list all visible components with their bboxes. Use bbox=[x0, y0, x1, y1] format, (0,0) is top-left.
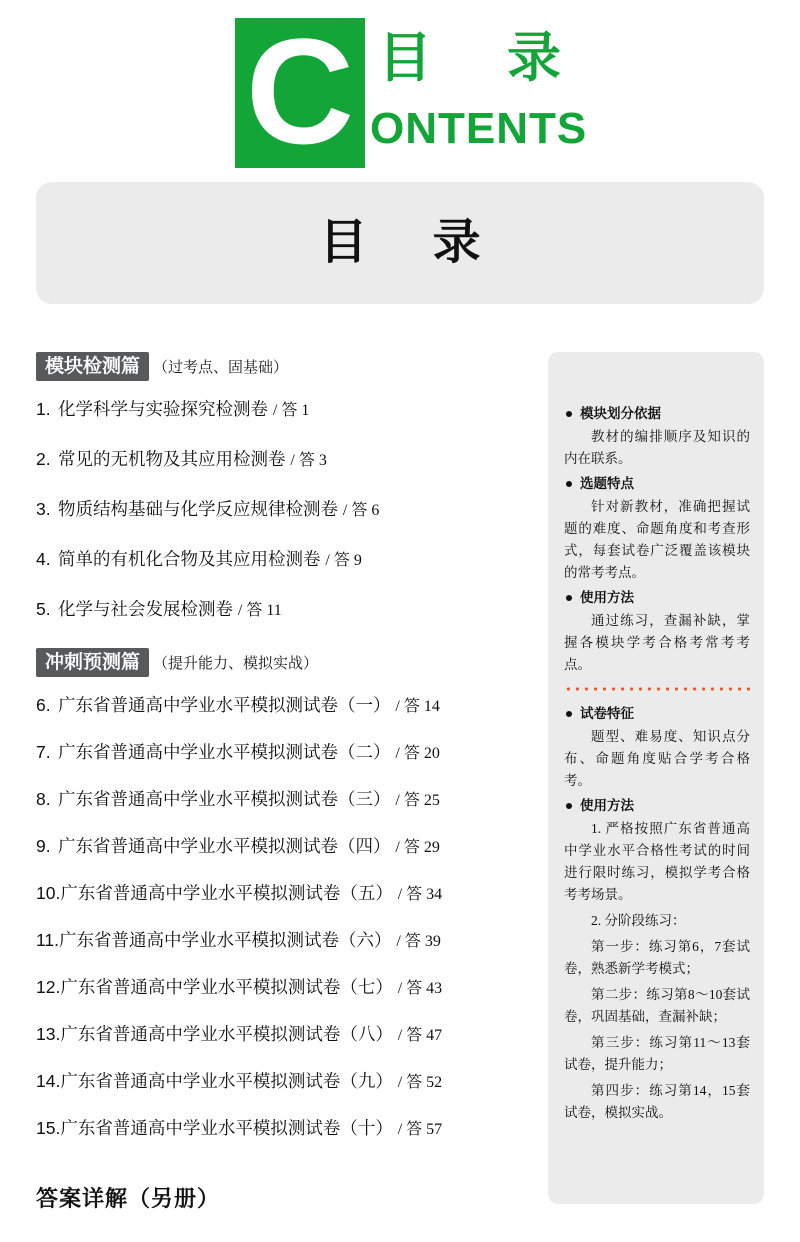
panel-heading: 选题特点 bbox=[564, 474, 750, 494]
list-item[interactable] bbox=[36, 548, 506, 572]
panel-paragraph: 第三步：练习第11～13套试卷，提升能力； bbox=[564, 1035, 750, 1072]
toc-item-answer: / 答 20 bbox=[395, 745, 440, 762]
masthead-title-cn: 目 录 bbox=[378, 28, 592, 88]
list-item[interactable] bbox=[36, 1117, 506, 1141]
list-item[interactable] bbox=[36, 741, 506, 765]
toc-item-number: 8. bbox=[36, 789, 51, 809]
list-item[interactable] bbox=[36, 788, 506, 812]
toc-item-answer: / 答 47 bbox=[397, 1027, 443, 1044]
toc-item-number: 13. bbox=[36, 1024, 61, 1044]
list-item[interactable] bbox=[36, 448, 506, 472]
dotted-divider bbox=[564, 686, 750, 692]
toc-item-title: 广东省普通高中学业水平模拟测试卷（二） bbox=[58, 742, 391, 762]
list-item[interactable] bbox=[36, 1023, 506, 1047]
section-tag: 模块检测篇 bbox=[36, 352, 149, 381]
toc-item-number: 4. bbox=[36, 549, 51, 569]
panel-paragraph: 题型、难易度、知识点分布、命题角度贴合学考合格考。 bbox=[564, 729, 750, 788]
list-item[interactable] bbox=[36, 694, 506, 718]
panel-paragraph: 2. 分阶段练习： bbox=[591, 913, 686, 928]
panel-paragraph: 1. 严格按照广东省普通高中学业水平合格性考试的时间进行限时练习，模拟学考合格考考场景。 bbox=[564, 821, 750, 902]
list-item[interactable] bbox=[36, 498, 506, 522]
toc-item-answer: / 答 25 bbox=[395, 792, 440, 809]
panel-paragraph: 教材的编排顺序及知识的内在联系。 bbox=[564, 429, 750, 466]
toc-item-number: 6. bbox=[36, 695, 51, 715]
toc-item-answer: / 答 29 bbox=[395, 839, 440, 856]
panel-paragraph: 通过练习，查漏补缺，掌握各模块学考合格考常考考点。 bbox=[564, 613, 750, 672]
toc-section-header bbox=[36, 352, 506, 384]
list-item[interactable] bbox=[36, 976, 506, 1000]
toc-item-number: 9. bbox=[36, 836, 51, 856]
toc-item-answer: / 答 57 bbox=[397, 1121, 443, 1138]
toc-item-number: 10. bbox=[36, 883, 61, 903]
toc-item-title: 化学科学与实验探究检测卷 bbox=[58, 399, 268, 419]
toc-item-title: 广东省普通高中学业水平模拟测试卷（四） bbox=[58, 836, 391, 856]
section-subtitle: （提升能力、模拟实战） bbox=[153, 656, 319, 672]
toc-item-answer: / 答 1 bbox=[272, 402, 310, 419]
panel-paragraph: 第一步：练习第6，7套试卷，熟悉新学考模式； bbox=[564, 939, 750, 976]
side-info-panel bbox=[548, 352, 764, 1204]
toc-item-title: 常见的无机物及其应用检测卷 bbox=[58, 449, 286, 469]
toc-item-answer: / 答 34 bbox=[397, 886, 443, 903]
toc-item-title: 广东省普通高中学业水平模拟测试卷（五） bbox=[60, 883, 393, 903]
panel-paragraph: 第四步：练习第14，15套试卷，模拟实战。 bbox=[564, 1083, 750, 1120]
list-item[interactable] bbox=[36, 835, 506, 859]
toc-footer-answers: 答案详解（另册） bbox=[36, 1186, 221, 1211]
list-item[interactable] bbox=[36, 398, 506, 422]
list-item[interactable] bbox=[36, 929, 506, 953]
panel-paragraph: 针对新教材，准确把握试题的难度、命题角度和考查形式，每套试卷广泛覆盖该模块的常考考点。 bbox=[564, 499, 750, 580]
toc-item-answer: / 答 6 bbox=[342, 502, 380, 519]
toc-item-answer: / 答 43 bbox=[397, 980, 443, 997]
toc-item-answer: / 答 14 bbox=[395, 698, 440, 715]
toc-item-title: 化学与社会发展检测卷 bbox=[58, 599, 233, 619]
list-item[interactable] bbox=[36, 882, 506, 906]
table-of-contents bbox=[36, 352, 506, 1164]
toc-item-title: 广东省普通高中学业水平模拟测试卷（九） bbox=[60, 1071, 393, 1091]
masthead bbox=[0, 0, 800, 175]
toc-item-title: 简单的有机化合物及其应用检测卷 bbox=[58, 549, 321, 569]
list-item[interactable] bbox=[36, 598, 506, 622]
toc-item-number: 1. bbox=[36, 399, 51, 419]
toc-item-title: 广东省普通高中学业水平模拟测试卷（六） bbox=[59, 930, 392, 950]
panel-heading: 使用方法 bbox=[564, 588, 750, 608]
toc-item-number: 7. bbox=[36, 742, 51, 762]
toc-item-title: 广东省普通高中学业水平模拟测试卷（八） bbox=[60, 1024, 393, 1044]
toc-item-title: 广东省普通高中学业水平模拟测试卷（三） bbox=[58, 789, 391, 809]
toc-section-header bbox=[36, 648, 506, 680]
toc-item-number: 11. bbox=[36, 930, 60, 950]
toc-item-title: 物质结构基础与化学反应规律检测卷 bbox=[58, 499, 338, 519]
section-subtitle: （过考点、固基础） bbox=[153, 360, 289, 376]
toc-item-number: 5. bbox=[36, 599, 51, 619]
toc-item-title: 广东省普通高中学业水平模拟测试卷（十） bbox=[60, 1118, 393, 1138]
toc-item-number: 12. bbox=[36, 977, 61, 997]
list-item[interactable] bbox=[36, 1070, 506, 1094]
panel-paragraph: 第二步：练习第8～10套试卷，巩固基础，查漏补缺； bbox=[564, 987, 750, 1024]
toc-item-number: 14. bbox=[36, 1071, 61, 1091]
page-title-bar bbox=[36, 182, 764, 304]
toc-item-answer: / 答 9 bbox=[325, 552, 362, 569]
toc-item-answer: / 答 11 bbox=[237, 602, 282, 619]
toc-item-number: 2. bbox=[36, 449, 51, 469]
panel-heading: 使用方法 bbox=[564, 796, 750, 816]
toc-item-title: 广东省普通高中学业水平模拟测试卷（七） bbox=[60, 977, 393, 997]
masthead-contents-word: ONTENTS bbox=[370, 104, 588, 153]
contents-c-letter: C bbox=[245, 7, 355, 175]
toc-item-answer: / 答 52 bbox=[397, 1074, 443, 1091]
toc-item-answer: / 答 3 bbox=[290, 452, 327, 469]
panel-heading: 模块划分依据 bbox=[564, 404, 750, 424]
toc-item-answer: / 答 39 bbox=[396, 933, 441, 950]
page-title: 目 录 bbox=[319, 216, 507, 269]
toc-item-number: 3. bbox=[36, 499, 51, 519]
section-tag: 冲刺预测篇 bbox=[36, 648, 149, 677]
panel-heading: 试卷特征 bbox=[564, 704, 750, 724]
toc-item-number: 15. bbox=[36, 1118, 61, 1138]
toc-item-title: 广东省普通高中学业水平模拟测试卷（一） bbox=[58, 695, 391, 715]
contents-c-block bbox=[235, 7, 365, 175]
